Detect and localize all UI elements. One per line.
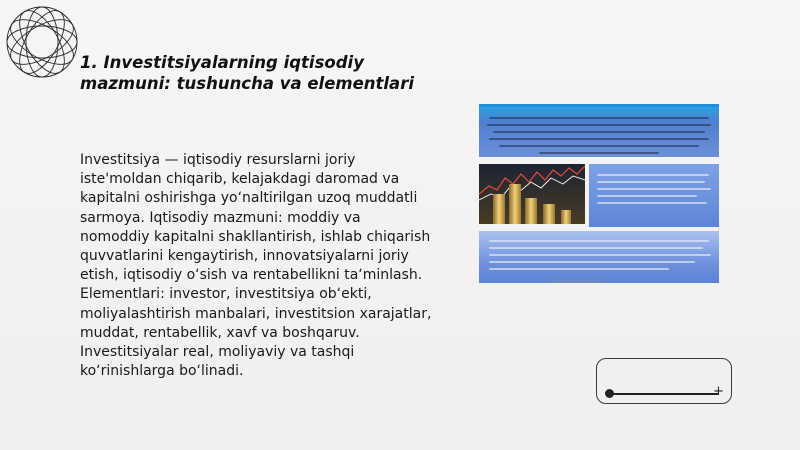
coins-chart-photo: [479, 164, 585, 224]
infographic-header-block: [479, 104, 719, 157]
infographic-image: [479, 104, 719, 282]
spirograph-logo-icon: [4, 4, 80, 80]
plus-icon[interactable]: +: [713, 384, 724, 399]
slider-track[interactable]: [609, 393, 719, 395]
infographic-caption: [546, 279, 606, 283]
slide-title: 1. Investitsiyalarning iqtisodiy mazmuni: tushuncha va elementlari: [80, 53, 414, 93]
infographic-side-block: [589, 164, 719, 227]
slider-handle-dot-icon[interactable]: [605, 389, 614, 398]
infographic-bottom-block: [479, 231, 719, 283]
slide-body-text: Investitsiya — iqtisodiy resurslarni joriy iste'moldan chiqarib, kelajakdagi daromad va kapitalni oshirishga yo‘naltirilgan uzoq muddatli sarmoya. Iqtisodiy mazmuni: moddiy va nomoddiy kapitalni shakllantirish, ishlab chiqarish quvvatlarini kengaytirish, innovatsiyalarni joriy etish, iqtisodiy o‘sish va rentabellikni ta‘minlash. Elementlari: investor, investitsiya ob‘ekti, moliyalashtirish manbalari, investitsion xarajatlar, muddat, rentabellik, xavf va boshqaruv. Investitsiyalar real, moliyaviy va tashqi ko‘rinishlarga bo‘linadi.: [80, 152, 432, 380]
coins-chart-icon: [479, 164, 585, 224]
slider-widget[interactable]: [596, 358, 732, 404]
